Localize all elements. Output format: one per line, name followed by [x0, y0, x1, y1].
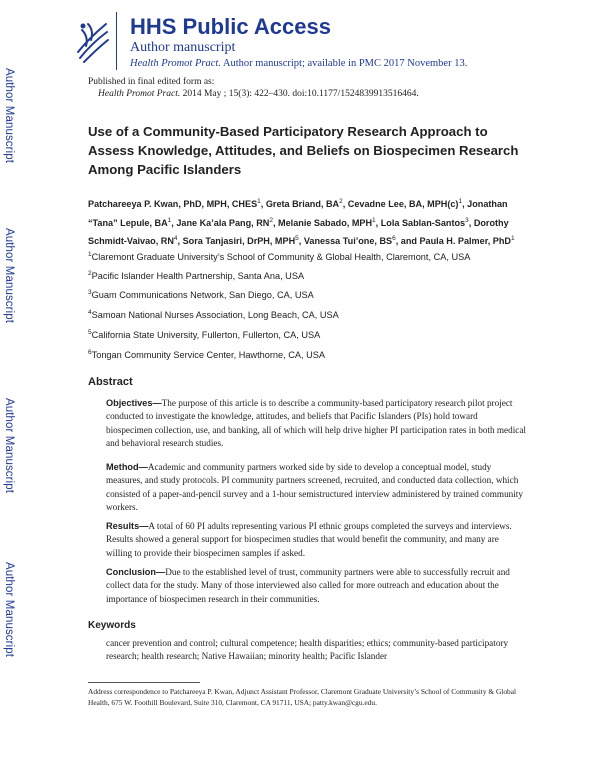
author-manuscript-label: Author Manuscript [3, 562, 15, 658]
objectives-label: Objectives— [106, 398, 162, 408]
author-affiliation-marker: 5 [295, 235, 299, 243]
abstract-heading: Abstract [88, 376, 133, 388]
footnote-divider [88, 682, 200, 683]
hhs-logo-icon [72, 12, 117, 70]
author-separator: , [342, 199, 348, 210]
author-name: Jane Ka’ala Pang, RN [176, 217, 270, 228]
keywords-heading: Keywords [88, 620, 136, 631]
affiliation-item [88, 309, 538, 320]
affiliation-text: Samoan National Nurses Association, Long Beach, CA, USA [91, 310, 339, 321]
author-affiliation-marker: 1 [372, 216, 376, 224]
hhs-public-access-title: HHS Public Access [130, 14, 331, 39]
affiliation-number: 4 [88, 309, 92, 316]
author-name: Greta Briand, BA [265, 199, 340, 210]
objectives-text: The purpose of this article is to describe a community-based participatory research pilot project conducted to investigate the knowledge, attitudes, and beliefs that Pacific Islanders (PIs) hold toward biospecimen collection, use, and banking, all of which will help drive higher PI participation rates in both medical and behavioral research studies. [106, 398, 526, 448]
author-affiliation-marker: 4 [173, 235, 178, 243]
author-name: Melanie Sabado, MPH [278, 217, 373, 228]
affiliation-number: 6 [88, 349, 92, 356]
author-separator: , [272, 217, 279, 228]
author-name: Sora Tanjasiri, DrPH, MPH [182, 236, 296, 247]
header-availability: Author manuscript; available in PMC 2017 November 13. [220, 58, 468, 69]
author-manuscript-label: Author Manuscript [3, 68, 15, 164]
conclusion-text: Due to the established level of trust, community partners were able to successfully recruit and collect data for the study. Many of those interviewed also called for more outreach and education about the importance of biospecimen research in their communities. [106, 567, 510, 604]
author-manuscript-label: Author Manuscript [3, 398, 15, 494]
citation-details: 2014 May ; 15(3): 422–430. doi:10.1177/1524839913516464. [180, 89, 419, 99]
results-text: A total of 60 PI adults representing various PI ethnic groups completed the surveys and interviews. Results showed a general support for biospecimen studies that would benefit the community, and many are willing to provide their biospecimen samples if asked. [106, 521, 512, 558]
citation-line [98, 89, 419, 99]
author-name: Dorothy Schmidt-Vaivao, RN [88, 217, 509, 247]
header-journal-name: Health Promot Pract. [130, 58, 221, 69]
author-affiliation-marker: 1 [167, 216, 172, 224]
method-label: Method— [106, 462, 148, 472]
author-separator: , [171, 217, 177, 228]
author-separator: , [298, 236, 304, 247]
citation-journal: Health Promot Pract. [98, 89, 181, 99]
author-affiliation-marker: 1 [458, 198, 463, 205]
affiliation-item [88, 251, 538, 262]
affiliation-text: Guam Communications Network, San Diego, CA, USA [91, 290, 314, 301]
author-manuscript-subtitle: Author manuscript [130, 40, 236, 55]
author-affiliation-marker: 1 [510, 235, 515, 243]
abstract-results [106, 520, 526, 560]
author-affiliation-marker: 6 [392, 235, 396, 243]
author-name: Vanessa Tui’one, BS [303, 236, 393, 247]
author-list [88, 194, 538, 250]
author-separator: , [177, 236, 183, 247]
article-title: Use of a Community-Based Participatory Research Approach to Assess Knowledge, Attitudes, and Beliefs on Biospecimen Research Among Pacific Islanders [88, 124, 519, 177]
keywords-text: cancer prevention and control; cultural competence; health disparities; ethics; community-based participatory research; health research; Native Hawaiian; minority health; Pacific Islander [106, 638, 509, 662]
author-affiliation-marker: 2 [339, 198, 343, 205]
affiliation-item [88, 329, 538, 340]
abstract-conclusion [106, 566, 526, 606]
affiliation-item [88, 289, 538, 300]
affiliation-number: 2 [88, 270, 92, 277]
affiliation-text: Pacific Islander Health Partnership, Santa Ana, USA [91, 271, 305, 282]
journal-availability [130, 58, 467, 69]
affiliation-item [88, 270, 538, 281]
affiliation-text: California State University, Fullerton, Fullerton, CA, USA [91, 330, 321, 341]
hhs-header [72, 12, 572, 74]
affiliation-text: Tongan Community Service Center, Hawthorne, CA, USA [91, 350, 325, 361]
author-separator: , [395, 236, 401, 247]
author-name: Jonathan “Tana” Lepule, BA [88, 199, 508, 228]
abstract-objectives [106, 397, 526, 450]
author-affiliation-marker: 1 [257, 198, 261, 205]
author-affiliation-marker: 3 [465, 216, 469, 224]
author-separator: , [260, 199, 266, 210]
author-separator: , [468, 217, 474, 228]
abstract-method [106, 461, 526, 514]
affiliation-number: 3 [88, 289, 92, 296]
conclusion-label: Conclusion— [106, 567, 166, 577]
author-name: and Paula H. Palmer, PhD [400, 236, 511, 247]
author-affiliation-marker: 2 [269, 216, 273, 224]
published-in-label: Published in final edited form as: [88, 77, 215, 87]
author-name: Patchareeya P. Kwan, PhD, MPH, CHES [88, 199, 258, 210]
affiliation-number: 5 [88, 329, 92, 336]
author-name: Cevadne Lee, BA, MPH(c) [347, 199, 459, 210]
correspondence-footnote: Address correspondence to Patchareeya P. Kwan, Adjunct Assistant Professor, Claremont Graduate University’s School of Community & Global Health, 675 W. Foothill Boulevard, Suite 310, Claremont, CA 91711, USA; patty.kwan@cgu.edu. [88, 687, 517, 707]
author-separator: , [462, 199, 468, 210]
author-manuscript-label: Author Manuscript [3, 228, 15, 324]
affiliation-item [88, 349, 538, 360]
results-label: Results— [106, 521, 149, 531]
author-name: Lola Sablan-Santos [380, 217, 466, 228]
affiliation-text: Claremont Graduate University’s School of Community & Global Health, Claremont, CA, USA [91, 252, 471, 263]
method-text: Academic and community partners worked side by side to develop a conceptual model, study measures, and study protocols. PI community partners screened, recruited, and conducted data collection, which consisted of a paper-and-pencil survey and a 1-hour semistructured interview administered by trained community workers. [106, 462, 523, 512]
affiliation-number: 1 [88, 251, 92, 258]
author-separator: , [375, 217, 381, 228]
